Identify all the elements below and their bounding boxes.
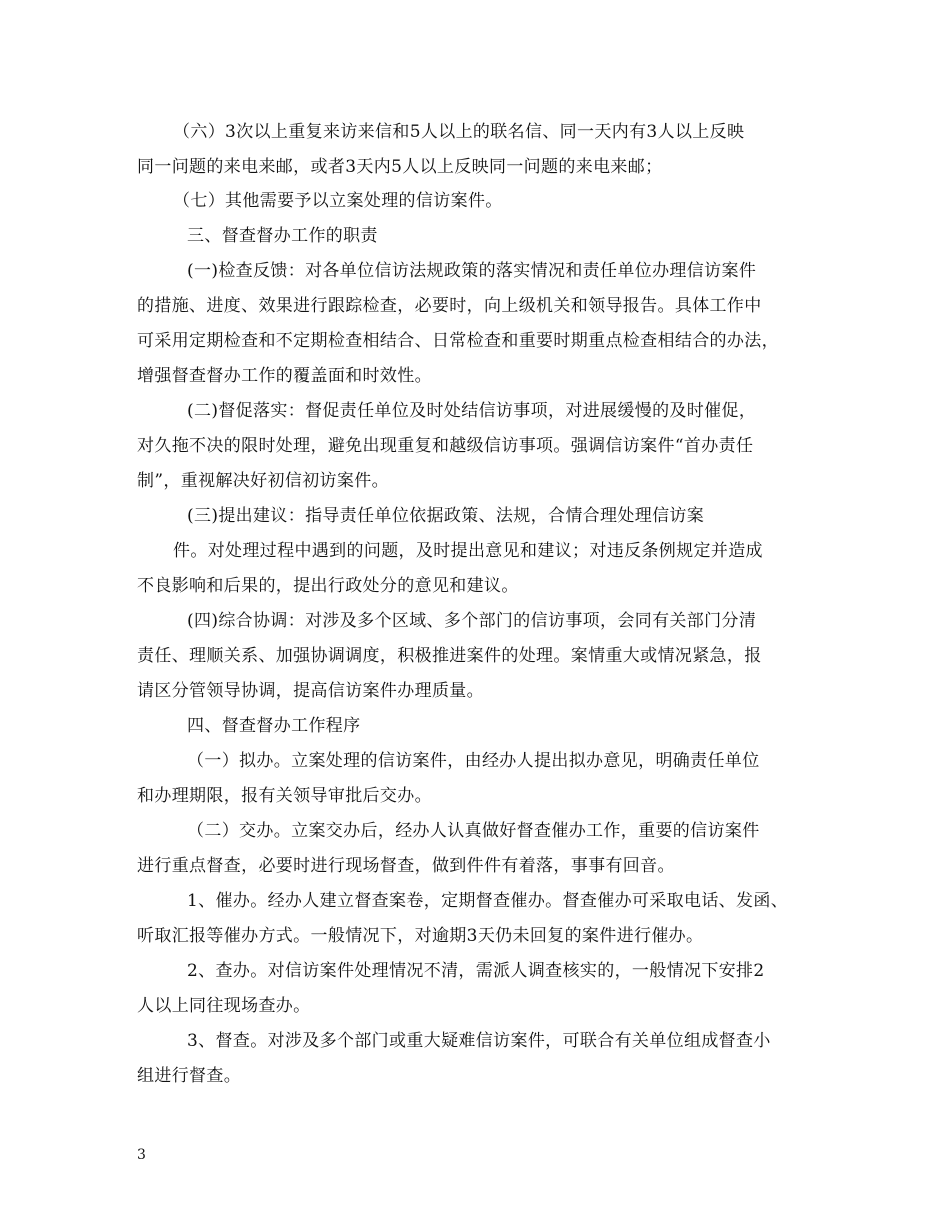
text-line: 进行重点督查，必要时进行现场督查，做到件件有着落，事事有回音。 [137, 856, 675, 876]
text-line: （七）其他需要予以立案处理的信访案件。 [173, 191, 503, 211]
text-line: 同一问题的来电来邮，或者3天内5人以上反映同一问题的来电来邮； [137, 157, 663, 177]
section-heading: 三、督查督办工作的职责 [187, 226, 378, 246]
text-line: 组进行督查。 [137, 1066, 242, 1086]
text-line: (二)督促落实：督促责任单位及时处结信访事项，对进展缓慢的及时催促， [187, 401, 757, 421]
text-line: （六）3次以上重复来访来信和5人以上的联名信、同一天内有3人以上反映 [173, 122, 745, 142]
text-line: 增强督查督办工作的覆盖面和时效性。 [137, 366, 432, 386]
text-line: 不良影响和后果的，提出行政处分的意见和建议。 [137, 576, 519, 596]
text-line: 1、催办。经办人建立督查案卷，定期督查催办。督查催办可采取电话、发函、 [187, 891, 789, 911]
text-line: 件。对处理过程中遇到的问题，及时提出意见和建议；对违反条例规定并造成 [173, 541, 763, 561]
text-line: 请区分管领导协调，提高信访案件办理质量。 [137, 681, 484, 701]
text-line: （一）拟办。立案处理的信访案件，由经办人提出拟办意见，明确责任单位 [187, 751, 760, 771]
text-line: 人以上同往现场查办。 [137, 996, 311, 1016]
text-line: 的措施、进度、效果进行跟踪检查，必要时，向上级机关和领导报告。具体工作中 [137, 296, 762, 316]
text-line: 3、督查。对涉及多个部门或重大疑难信访案件，可联合有关单位组成督查小 [187, 1031, 771, 1051]
text-line: 2、查办。对信访案件处理情况不清，需派人调查核实的，一般情况下安排2 [187, 961, 765, 981]
text-line: （二）交办。立案交办后，经办人认真做好督查催办工作，重要的信访案件 [187, 821, 760, 841]
text-line: 制”，重视解决好初信初访案件。 [137, 471, 389, 491]
section-heading: 四、督查督办工作程序 [187, 716, 361, 736]
text-line: 听取汇报等催办方式。一般情况下，对逾期3天仍未回复的案件进行催办。 [137, 926, 704, 946]
text-line: 责任、理顺关系、加强协调调度，积极推进案件的处理。案情重大或情况紧急，报 [137, 646, 762, 666]
text-line: (一)检查反馈：对各单位信访法规政策的落实情况和责任单位办理信访案件 [187, 261, 757, 281]
text-line: 对久拖不决的限时处理，避免出现重复和越级信访事项。强调信访案件“首办责任 [137, 436, 754, 456]
text-line: (三)提出建议：指导责任单位依据政策、法规，合情合理处理信访案 [187, 506, 705, 526]
text-line: (四)综合协调：对涉及多个区域、多个部门的信访事项，会同有关部门分清 [187, 611, 757, 631]
page-number: 3 [137, 1147, 146, 1163]
text-line: 可采用定期检查和不定期检查相结合、日常检查和重要时期重点检查相结合的办法， [137, 331, 779, 351]
text-line: 和办理期限，报有关领导审批后交办。 [137, 786, 432, 806]
